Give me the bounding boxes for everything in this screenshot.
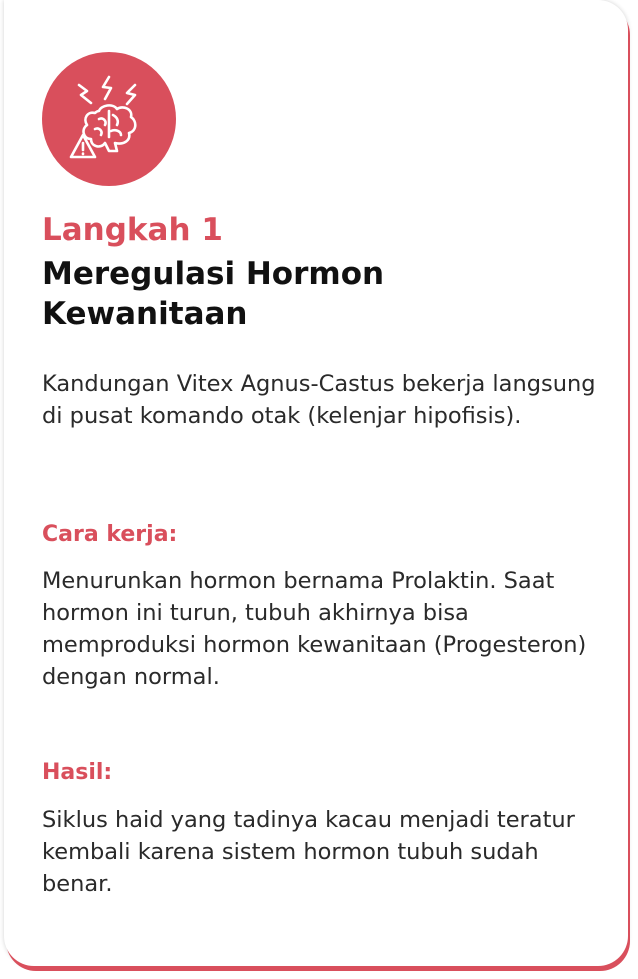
step-label: Langkah 1 [42, 212, 223, 248]
how-it-works-label: Cara kerja: [42, 522, 178, 547]
description-text: Kandungan Vitex Agnus-Castus bekerja langsung di pusat komando otak (kelenjar hipofisis). [42, 371, 596, 429]
brain-stress-icon [65, 75, 153, 163]
result-label: Hasil: [42, 760, 113, 785]
card-title: Meregulasi Hormon Kewanitaan [42, 256, 385, 332]
how-it-works-text: Menurunkan hormon bernama Prolaktin. Saat hormon ini turun, tubuh akhirnya bisa memproduksi hormon kewanitaan (Progesteron) dengan normal. [42, 568, 587, 690]
icon-badge [42, 52, 176, 186]
result-text: Siklus haid yang tadinya kacau menjadi teratur kembali karena sistem hormon tubuh sudah benar. [42, 807, 575, 897]
step-card [4, 0, 628, 966]
